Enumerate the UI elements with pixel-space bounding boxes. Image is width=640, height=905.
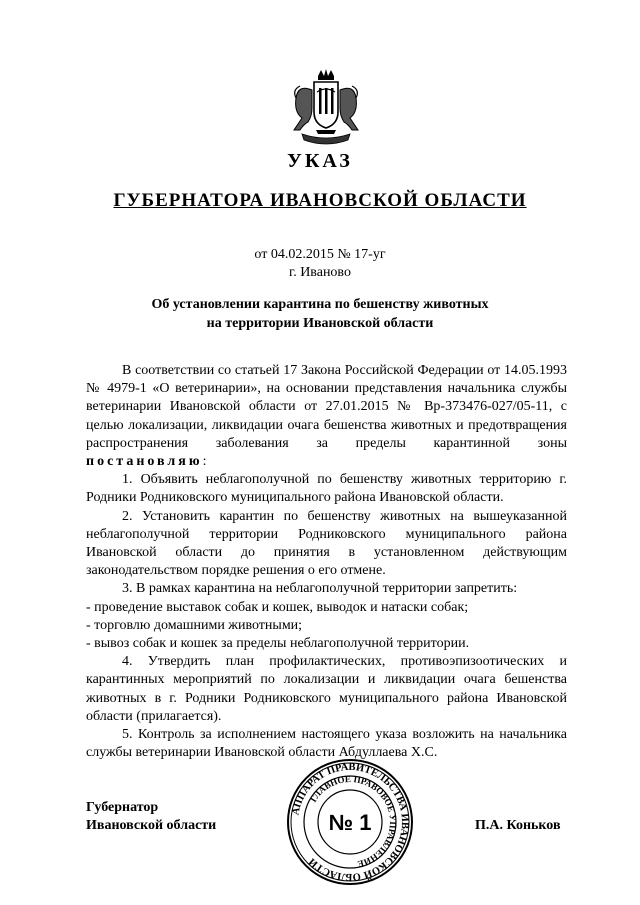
paragraph-1: 1. Объявить неблагополучной по бешенству животных территорию г. Родники Родниковского муниципального района Ивановской области. bbox=[86, 472, 567, 506]
paragraph-3: 3. В рамках карантина на неблагополучной территории запретить: bbox=[122, 581, 518, 597]
document-subtitle: ГУБЕРНАТОРА ИВАНОВСКОЙ ОБЛАСТИ bbox=[113, 190, 527, 211]
document-heading-line-2: на территории Ивановской области bbox=[206, 316, 434, 331]
paragraph-3-item-b: - торговлю домашними животными; bbox=[86, 617, 303, 633]
paragraph-3-item-a: - проведение выставок собак и кошек, выводок и натаски собак; bbox=[86, 599, 469, 615]
signatory-title-line-1: Губернатор bbox=[86, 800, 159, 815]
document-city: г. Иваново bbox=[289, 265, 351, 280]
intro-paragraph: В соответствии со статьей 17 Закона Российской Федерации от 14.05.1993 № 4979-1 «О ветеринарии», на основании представления начальника службы ветеринарии Ивановской области от 27.01.2015 № Вр-373476-027/05-11, с целью локализации, ликвидации очага бешенства животных и предотвращения распространения заболевания за пределы карантинной зоны постановляю: bbox=[86, 363, 567, 470]
decree-word: постановляю bbox=[86, 454, 203, 470]
stamp-inner-text: ГЛАВНОЕ ПРАВОВОЕ УПРАВЛЕНИЕ bbox=[308, 773, 399, 870]
signatory-title-line-2: Ивановской области bbox=[86, 818, 217, 833]
paragraph-3-item-c: - вывоз собак и кошек за пределы неблагополучной территории. bbox=[86, 636, 470, 652]
paragraph-2: 2. Установить карантин по бешенству животных на вышеуказанной неблагополучной территории Родниковского муниципального района Ивановской области до принятия в установленном действующим законодательством порядке решения о его отмене. bbox=[86, 508, 567, 579]
intro-text: В соответствии со статьей 17 Закона Российской Федерации от 14.05.1993 № 4979-1 «О ветеринарии», на основании представления начальника службы ветеринарии Ивановской области от 27.01.2015 № Вр-373476-027/05-11, с целью локализации, ликвидации очага бешенства животных и предотвращения распространения заболевания за пределы карантинной зоны bbox=[86, 363, 567, 451]
document-title: УКАЗ bbox=[287, 150, 353, 172]
signatory-name: П.А. Коньков bbox=[475, 818, 561, 833]
document-body bbox=[86, 362, 567, 762]
stamp-number: № 1 bbox=[328, 810, 372, 835]
document-heading-line-1: Об установлении карантина по бешенству животных bbox=[151, 297, 489, 312]
stamp-outer-text: АППАРАТ ПРАВИТЕЛЬСТВА ИВАНОВСКОЙ ОБЛАСТИ bbox=[290, 761, 411, 883]
official-stamp-icon bbox=[286, 758, 414, 886]
paragraph-4: 4. Утвердить план профилактических, противоэпизоотических и карантинных мероприятий по локализации и ликвидации очага бешенства животных в г. Родники Родниковского муниципального района Ивановской области (прилагается). bbox=[86, 654, 567, 724]
coat-of-arms-icon bbox=[288, 68, 364, 148]
paragraph-5: 5. Контроль за исполнением настоящего указа возложить на начальника службы ветеринарии Ивановской области Абдуллаева Х.С. bbox=[86, 727, 567, 761]
document-date-number: от 04.02.2015 № 17-уг bbox=[254, 247, 386, 262]
